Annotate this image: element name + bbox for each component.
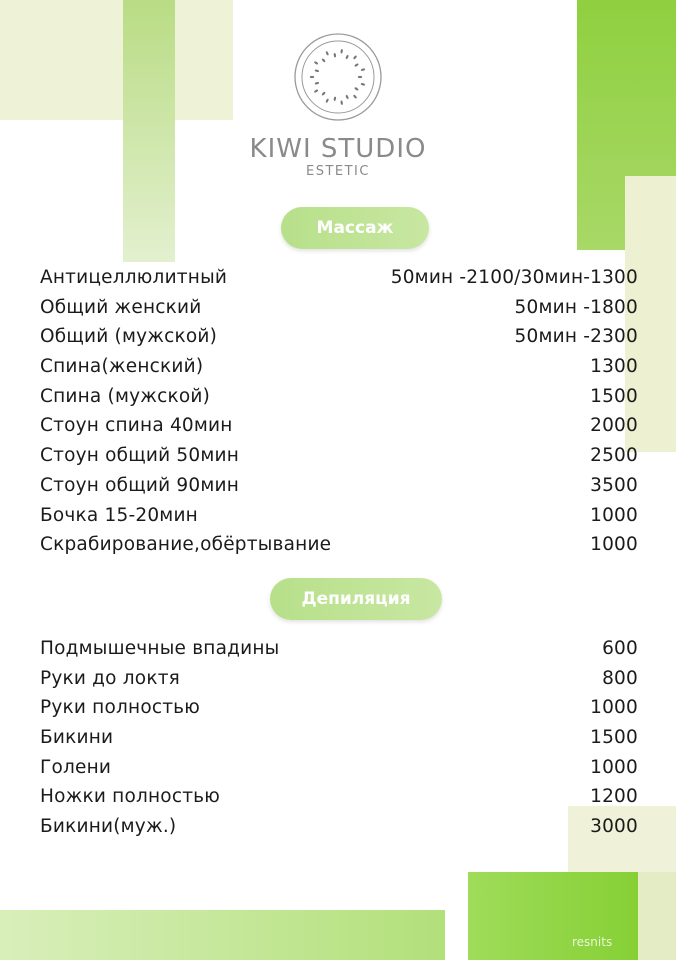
price-row <box>40 782 638 812</box>
price-row <box>40 322 638 352</box>
service-price: 1000 <box>590 504 638 526</box>
price-row <box>40 723 638 753</box>
brand-name: KIWI STUDIO <box>249 134 427 164</box>
service-name: Руки полностью <box>40 697 201 719</box>
service-price: 800 <box>602 667 638 689</box>
price-row <box>40 411 638 441</box>
brand-subtitle: ESTETIC <box>306 164 370 179</box>
service-price: 50мин -1800 <box>514 296 638 318</box>
service-price: 1000 <box>590 534 638 556</box>
price-row <box>40 382 638 412</box>
service-price: 50мин -2300 <box>514 326 638 348</box>
section-title-massage: Массаж <box>281 207 429 249</box>
service-price: 50мин -2100/30мин-1300 <box>390 267 638 288</box>
service-price: 600 <box>602 638 638 659</box>
service-name: Бикини <box>40 727 114 749</box>
service-price: 3500 <box>590 474 638 496</box>
service-price: 2000 <box>590 415 638 437</box>
watermark: resnits <box>572 935 613 949</box>
service-price: 2500 <box>590 445 638 467</box>
service-price: 1200 <box>590 786 638 808</box>
price-row <box>40 441 638 471</box>
price-row <box>40 263 638 293</box>
service-name: Антицеллюлитный <box>40 267 228 288</box>
service-name: Ножки полностью <box>40 786 221 808</box>
decor-block <box>123 0 175 262</box>
service-name: Спина(женский) <box>40 356 204 378</box>
decor-block <box>468 872 638 960</box>
service-name: Спина (мужской) <box>40 385 211 407</box>
service-price: 1500 <box>590 385 638 407</box>
price-list-massage <box>40 263 638 560</box>
price-row <box>40 812 638 842</box>
service-price: 1000 <box>590 756 638 778</box>
service-name: Общий (мужской) <box>40 326 218 348</box>
price-row <box>40 634 638 664</box>
price-row <box>40 693 638 723</box>
service-price: 1000 <box>590 697 638 719</box>
price-row <box>40 471 638 501</box>
price-row <box>40 664 638 694</box>
price-row <box>40 753 638 783</box>
price-row <box>40 352 638 382</box>
price-row <box>40 293 638 323</box>
service-name: Общий женский <box>40 296 202 318</box>
service-name: Подмышечные впадины <box>40 638 280 659</box>
price-row <box>40 530 638 560</box>
decor-block <box>0 910 445 960</box>
decor-block <box>0 0 233 120</box>
decor-block <box>638 872 676 960</box>
service-name: Бочка 15-20мин <box>40 504 198 526</box>
service-name: Стоун общий 90мин <box>40 474 240 496</box>
kiwi-circle-icon <box>293 32 383 122</box>
section-title-depilation: Депиляция <box>270 578 442 620</box>
service-name: Стоун спина 40мин <box>40 415 233 437</box>
price-list-depilation <box>40 634 638 842</box>
service-name: Руки до локтя <box>40 667 180 689</box>
service-price: 3000 <box>590 816 638 838</box>
service-name: Скрабирование,обёртывание <box>40 534 332 556</box>
price-row <box>40 501 638 531</box>
service-name: Бикини(муж.) <box>40 816 177 838</box>
service-name: Голени <box>40 756 112 778</box>
service-price: 1300 <box>590 356 638 378</box>
service-name: Стоун общий 50мин <box>40 445 240 467</box>
service-price: 1500 <box>590 727 638 749</box>
